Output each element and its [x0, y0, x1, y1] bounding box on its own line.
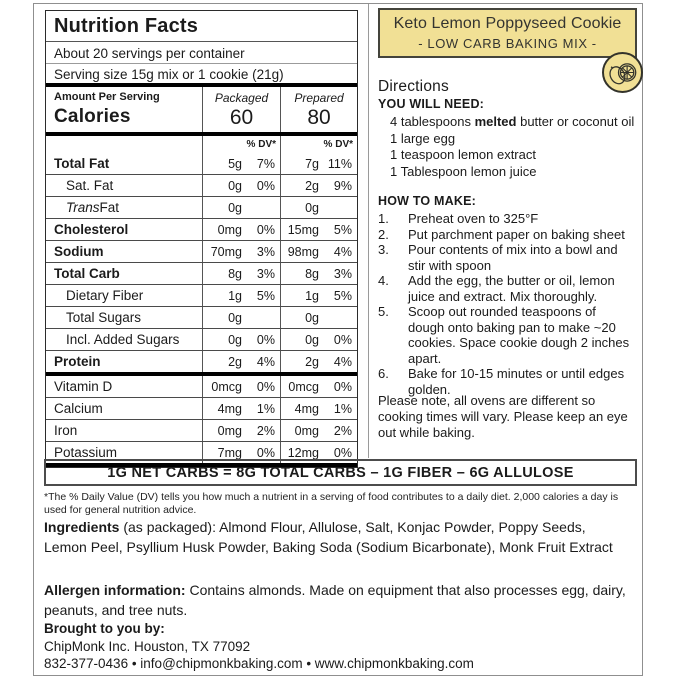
product-subtitle: - LOW CARB BAKING MIX -: [418, 36, 597, 51]
prepared-dv: 2%: [333, 423, 352, 438]
nutrition-row: [46, 372, 357, 397]
prepared-dv: 0%: [333, 379, 352, 394]
nutrition-row: [46, 174, 357, 196]
step-number: 4.: [378, 273, 389, 288]
prepared-amount: 12mg: [287, 445, 319, 460]
nutrient-label: Dietary Fiber: [46, 285, 203, 306]
nutrition-row: [46, 240, 357, 262]
packaged-amount: 0mcg: [211, 379, 242, 394]
packaged-values: [203, 263, 281, 284]
packaged-dv: 1%: [256, 401, 275, 416]
packaged-dv: 7%: [256, 156, 275, 171]
packaged-values: [203, 329, 281, 350]
prepared-dv-header: % DV*: [323, 139, 353, 150]
packaged-amount: 1g: [228, 288, 242, 303]
nutrition-row: [46, 419, 357, 441]
allergen-text: Contains almonds. Made on equipment that also processes egg, dairy, peanuts, and tree nuts.: [44, 582, 626, 618]
contact-line: 832-377-0436 • info@chipmonkbaking.com • www.chipmonkbaking.com: [44, 656, 474, 671]
company-address: ChipMonk Inc. Houston, TX 77092: [44, 639, 251, 654]
prepared-amount: 0g: [305, 200, 319, 215]
nutrition-row: [46, 218, 357, 240]
nutrition-row: [46, 284, 357, 306]
packaged-values: [203, 197, 281, 218]
brought-by-label: Brought to you by:: [44, 621, 165, 636]
you-will-need-list: [390, 114, 636, 180]
you-will-need-item: 4 tablespoons melted butter or coconut oil: [390, 114, 635, 129]
prepared-amount: 0mg: [294, 423, 319, 438]
prepared-amount: 0g: [305, 310, 319, 325]
step-number: 2.: [378, 226, 389, 242]
packaged-amount: 0g: [228, 332, 242, 347]
lemon-badge: [602, 52, 643, 93]
prepared-amount: 1g: [305, 288, 319, 303]
nutrition-row: [46, 397, 357, 419]
prepared-amount: 0g: [305, 332, 319, 347]
prepared-values: [281, 175, 357, 196]
daily-value-header-spacer: [46, 136, 203, 153]
column-divider: [368, 4, 369, 458]
prepared-amount: 98mg: [287, 244, 319, 259]
prepared-amount: 4mg: [294, 401, 319, 416]
prepared-dv: 0%: [333, 332, 352, 347]
prepared-dv: 5%: [333, 288, 352, 303]
prepared-values: [281, 219, 357, 240]
prepared-values: [281, 329, 357, 350]
prepared-dv: 4%: [333, 244, 352, 259]
how-to-step: [378, 227, 634, 243]
calories-band: [46, 87, 357, 132]
prepared-values: [281, 263, 357, 284]
you-will-need-item: 1 large egg: [390, 130, 456, 146]
serving-size: Serving size 15g mix or 1 cookie (21g): [54, 67, 284, 82]
nutrient-label: Vitamin D: [46, 376, 203, 397]
prepared-values: [281, 285, 357, 306]
prepared-dv: 5%: [333, 222, 352, 237]
nutrient-label: Calcium: [46, 398, 203, 419]
calories-label-cell: [46, 87, 203, 132]
packaged-values: [203, 307, 281, 328]
prepared-dv: 4%: [333, 354, 352, 369]
step-number: 6.: [378, 366, 389, 381]
nutrient-label: Total Carb: [46, 263, 203, 284]
nutrient-label: Sodium: [46, 241, 203, 262]
prepared-values: [281, 398, 357, 419]
step-number: 1.: [378, 211, 389, 226]
how-to-make-heading: HOW TO MAKE:: [378, 194, 476, 208]
packaged-dv: 0%: [256, 178, 275, 193]
you-will-need-heading: YOU WILL NEED:: [378, 97, 485, 111]
step-text: Pour contents of mix into a bowl and stir with spoon: [408, 242, 618, 273]
step-number: 5.: [378, 304, 389, 319]
prepared-calories-value: 80: [307, 106, 331, 129]
product-title-box: [378, 8, 637, 58]
packaged-dv: 0%: [256, 332, 275, 347]
packaged-dv: 0%: [256, 222, 275, 237]
directions-heading: Directions: [378, 78, 449, 95]
product-title: Keto Lemon Poppyseed Cookie: [393, 15, 622, 32]
nutrition-row: [46, 153, 357, 174]
packaged-values: [203, 175, 281, 196]
packaged-calories-cell: [203, 87, 281, 132]
prepared-dv: 0%: [333, 445, 352, 460]
allergen-paragraph: [44, 580, 626, 620]
prepared-column-header: Prepared: [294, 91, 344, 105]
packaged-column-header: Packaged: [214, 91, 269, 105]
packaged-amount: 5g: [228, 156, 242, 171]
prepared-amount: 15mg: [287, 222, 319, 237]
step-text: Scoop out rounded teaspoons of dough onto baking pan to make ~20 cookies. Space cookie dough 2 inches apart.: [408, 304, 630, 366]
prepared-amount: 8g: [305, 266, 319, 281]
prepared-amount: 7g: [305, 156, 319, 171]
how-to-step: [378, 273, 634, 304]
prepared-values: [281, 241, 357, 262]
how-to-make-steps: [378, 211, 634, 397]
prepared-values: [281, 307, 357, 328]
packaged-dv: 2%: [256, 423, 275, 438]
net-carbs-text: 1G NET CARBS = 8G TOTAL CARBS – 1G FIBER – 6G ALLULOSE: [107, 464, 574, 481]
servings-per-container: About 20 servings per container: [46, 42, 357, 64]
packaged-dv: 0%: [256, 379, 275, 394]
nutrient-label: Total Sugars: [46, 307, 203, 328]
nutrition-row: [46, 306, 357, 328]
packaged-amount: 7mg: [217, 445, 242, 460]
amount-per-serving-label: Amount Per Serving: [54, 91, 160, 103]
packaged-amount: 0g: [228, 178, 242, 193]
packaged-values: [203, 241, 281, 262]
allergen-label: Allergen information:: [44, 582, 186, 598]
packaged-dv: 3%: [256, 244, 275, 259]
oven-note: Please note, all ovens are different so cooking times will vary. Please keep an eye out while baking.: [378, 393, 628, 440]
packaged-values: [203, 351, 281, 372]
nutrient-label: Iron: [46, 420, 203, 441]
how-to-step: [378, 304, 634, 366]
you-will-need-item: 1 teaspoon lemon extract: [390, 147, 536, 162]
nutrition-row: [46, 196, 357, 218]
prepared-values: [281, 351, 357, 372]
prepared-amount: 2g: [305, 354, 319, 369]
how-to-step: [378, 211, 634, 227]
packaged-amount: 0mg: [217, 222, 242, 237]
packaged-amount: 2g: [228, 354, 242, 369]
step-text: Bake for 10-15 minutes or until edges golden.: [408, 366, 625, 397]
packaged-values: [203, 219, 281, 240]
step-text: Add the egg, the butter or oil, lemon juice and extract. Mix thoroughly.: [408, 273, 615, 304]
calories-label: Calories: [54, 106, 131, 127]
prepared-amount: 2g: [305, 178, 319, 193]
packaged-dv: 5%: [256, 288, 275, 303]
ingredients-text: (as packaged): Almond Flour, Allulose, Salt, Konjac Powder, Poppy Seeds, Lemon Peel, Psyllium Husk Powder, Baking Soda (Sodium Bicarbonate), Monk Fruit Extract: [44, 519, 613, 555]
nutrient-label: Total Fat: [46, 153, 203, 174]
how-to-step: [378, 242, 634, 273]
nutrient-label: Sat. Fat: [46, 175, 203, 196]
prepared-values: [281, 197, 357, 218]
packaged-calories-value: 60: [229, 106, 254, 129]
prepared-dv: 9%: [333, 178, 352, 193]
packaged-values: [203, 153, 281, 174]
nutrition-row: [46, 328, 357, 350]
nutrient-label: Protein: [46, 351, 203, 372]
ingredients-paragraph: [44, 517, 626, 557]
packaged-amount: 8g: [228, 266, 242, 281]
packaged-values: [203, 420, 281, 441]
nutrition-row: [46, 262, 357, 284]
daily-value-header-row: [46, 136, 357, 153]
nutrition-rows: [46, 153, 357, 463]
prepared-amount: 0mcg: [288, 379, 319, 394]
ingredients-label: Ingredients: [44, 519, 120, 535]
step-text: Put parchment paper on baking sheet: [408, 226, 625, 242]
nutrition-facts-panel: [45, 10, 358, 468]
prepared-dv: 11%: [327, 156, 352, 171]
packaged-amount: 70mg: [210, 244, 242, 259]
net-carbs-banner: [44, 459, 637, 486]
nutrient-label: Incl. Added Sugars: [46, 329, 203, 350]
nutrient-label: Trans Fat: [46, 197, 203, 218]
packaged-values: [203, 376, 281, 397]
prepared-values: [281, 376, 357, 397]
packaged-amount: 4mg: [217, 401, 242, 416]
packaged-values: [203, 398, 281, 419]
packaged-dv: 3%: [256, 266, 275, 281]
lemon-slice-icon: [604, 54, 641, 91]
packaged-values: [203, 285, 281, 306]
nutrient-label: Potassium: [46, 442, 203, 463]
step-number: 3.: [378, 242, 389, 257]
packaged-amount: 0g: [228, 200, 242, 215]
packaged-dv-header: % DV*: [203, 136, 281, 153]
nutrient-label: Cholesterol: [46, 219, 203, 240]
daily-value-footnote: *The % Daily Value (DV) tells you how much a nutrient in a serving of food contributes to a daily diet. 2,000 calories a day is used for general nutrition advice.: [44, 491, 619, 516]
you-will-need-item: 1 Tablespoon lemon juice: [390, 163, 537, 179]
prepared-values: [281, 420, 357, 441]
packaged-amount: 0g: [228, 310, 242, 325]
prepared-dv: 3%: [333, 266, 352, 281]
packaged-dv: 0%: [256, 445, 275, 460]
step-text: Preheat oven to 325°F: [408, 211, 539, 226]
prepared-dv: 1%: [333, 401, 352, 416]
nutrition-facts-title: Nutrition Facts: [46, 11, 357, 42]
packaged-dv: 4%: [256, 354, 275, 369]
packaged-amount: 0mg: [217, 423, 242, 438]
prepared-calories-cell: [281, 87, 357, 132]
nutrition-row: [46, 350, 357, 372]
prepared-values: [281, 153, 357, 174]
